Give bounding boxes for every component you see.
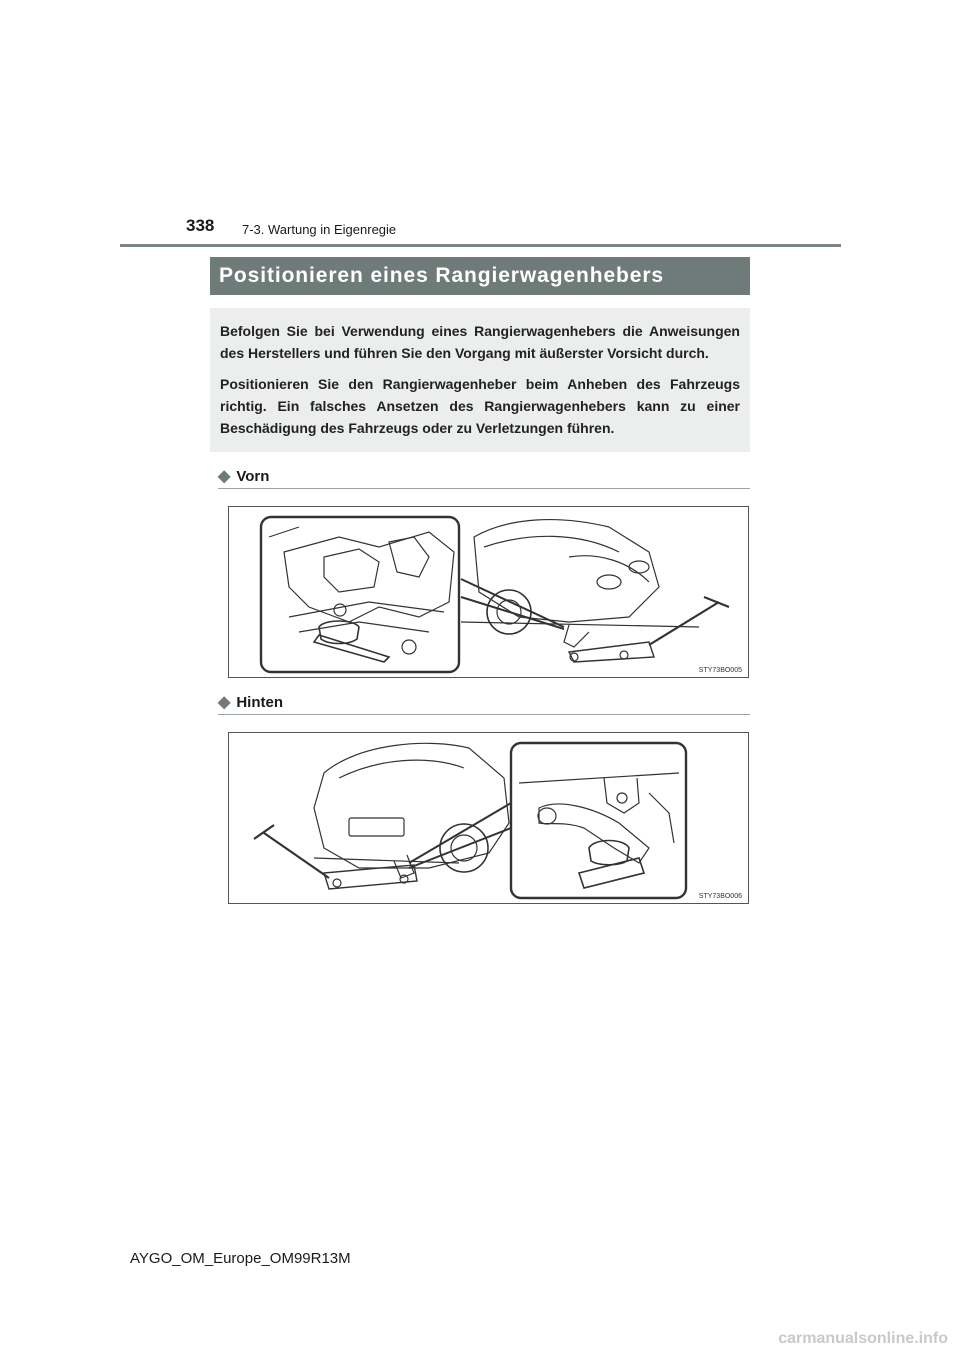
header-rule — [120, 244, 841, 247]
subheading-rule — [218, 488, 750, 489]
figure-rear — [228, 732, 749, 904]
figure-front — [228, 506, 749, 678]
diamond-icon: ◆ — [218, 468, 231, 485]
intro-box — [210, 308, 750, 452]
diamond-icon: ◆ — [218, 694, 231, 711]
subheading-label: Hinten — [236, 694, 283, 711]
subheading-rule — [218, 714, 750, 715]
subheading-label: Vorn — [236, 468, 270, 485]
page-title: Positionieren eines Rangierwagenhebers — [210, 257, 750, 295]
subheading-rear — [218, 692, 283, 712]
section-title: 7-3. Wartung in Eigenregie — [242, 222, 397, 237]
front-jack-illustration — [229, 507, 748, 677]
intro-paragraph: Positionieren Sie den Rangierwagenheber beim Anheben des Fahrzeugs richtig. Ein falsches Ansetzen des Rangierwagenhebers kann zu einer Beschädigung des Fahrzeugs oder zu Verletzungen führen. — [220, 376, 740, 436]
rear-jack-illustration — [229, 733, 748, 903]
watermark: carmanualsonline.info — [778, 1330, 948, 1347]
footer-document-code: AYGO_OM_Europe_OM99R13M — [130, 1250, 351, 1267]
figure-code: STY73BO006 — [698, 893, 742, 900]
page-number: 338 — [186, 216, 215, 235]
intro-paragraph: Befolgen Sie bei Verwendung eines Rangierwagenhebers die Anweisungen des Herstellers und führen Sie den Vorgang mit äußerster Vorsicht durch. — [220, 323, 740, 361]
figure-code: STY73BO005 — [698, 667, 742, 674]
subheading-front — [218, 466, 269, 486]
